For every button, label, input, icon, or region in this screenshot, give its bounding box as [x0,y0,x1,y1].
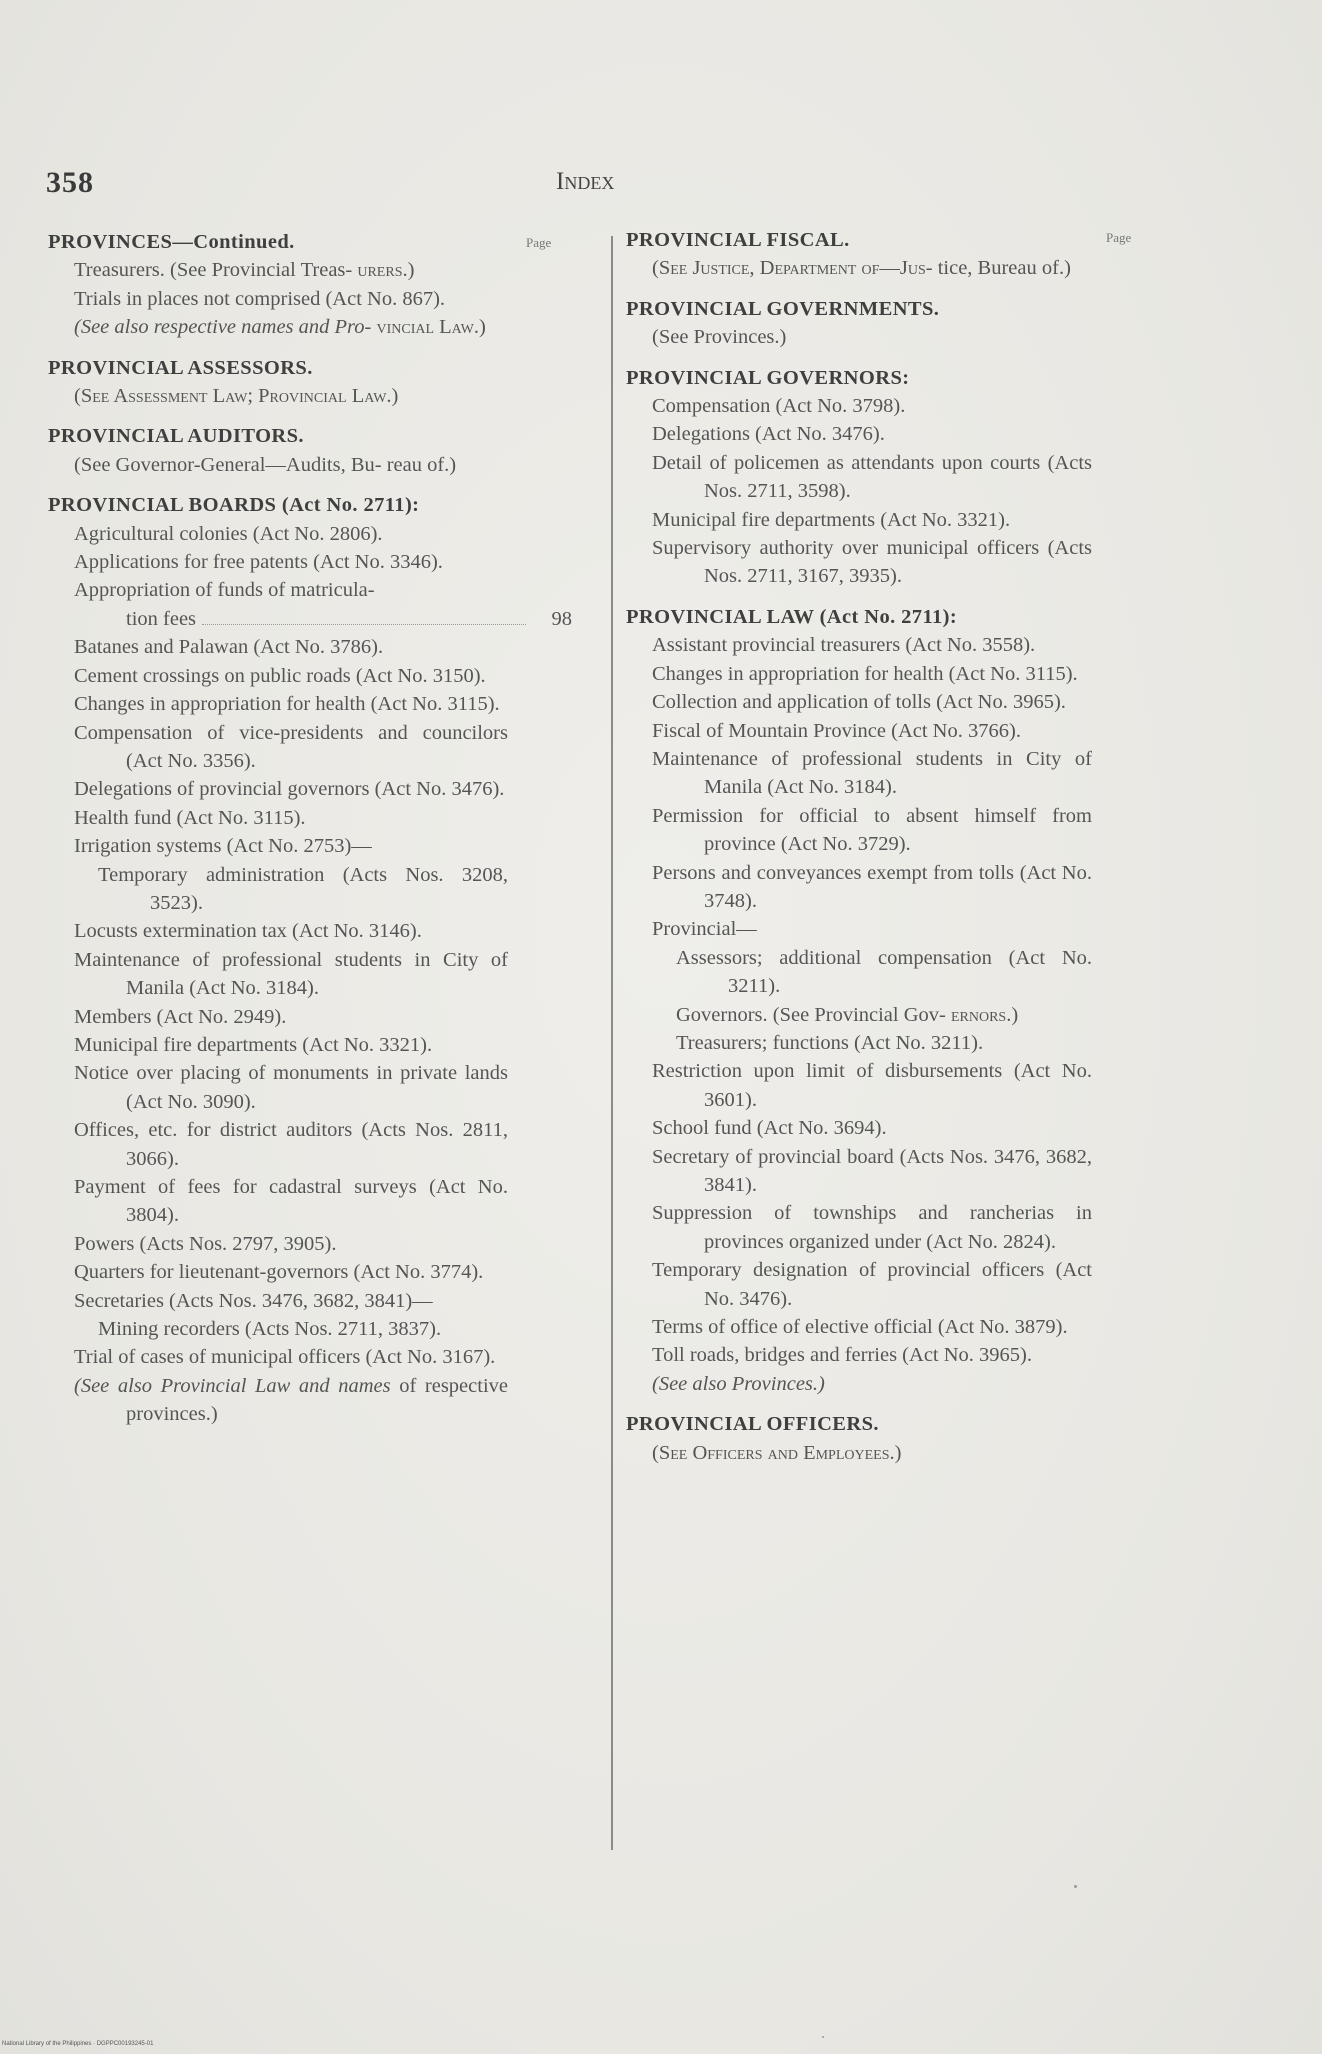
index-entry: Municipal fire departments (Act No. 3321). [652,508,1011,531]
index-subentry: Governors. (See Provincial Gov- ernors.) [676,1003,1019,1026]
index-subentry: Mining recorders (Acts Nos. 2711, 3837). [98,1318,442,1341]
index-entry: Suppression of townships and rancherias in provinces organized under (Act No. 2824). [652,1202,1092,1253]
index-entry: Changes in appropriation for health (Act No. 3115). [74,693,500,716]
index-subentry: Treasurers; functions (Act No. 3211). [676,1031,984,1054]
index-heading: PROVINCIAL GOVERNORS: [626,366,910,389]
index-entry: Municipal fire departments (Act No. 3321). [74,1033,433,1056]
index-entry: Permission for official to absent himself from province (Act No. 3729). [652,804,1092,856]
index-entry: (See also Provinces.) [652,1372,825,1395]
index-entry: Secretary of provincial board (Acts Nos. 3476, 3682, 3841). [652,1145,1092,1196]
index-entry: Terms of office of elective official (Act No. 3879). [652,1316,1068,1339]
index-heading: PROVINCIAL LAW (Act No. 2711): [626,605,958,628]
index-entry: (See Officers and Employees.) [652,1441,902,1464]
index-entry-with-page: tion fees 98 [48,605,508,633]
index-entry: Compensation of vice-presidents and councilors (Act No. 3356). [74,721,508,772]
index-entry: Trial of cases of municipal officers (Act No. 3167). [74,1346,496,1369]
index-entry: Persons and conveyances exempt from tolls (Act No. 3748). [652,861,1092,912]
index-heading: PROVINCES—Continued. [48,231,295,253]
dot-leader [202,624,526,625]
right-column [626,226,1092,1467]
index-heading: PROVINCIAL BOARDS (Act No. 2711): [48,494,420,517]
index-entry: Delegations (Act No. 3476). [652,423,885,446]
index-entry: (See Provinces.) [652,326,787,349]
index-entry: Payment of fees for cadastral surveys (Act No. 3804). [74,1176,508,1227]
index-entry: Delegations of provincial governors (Act No. 3476). [74,778,505,801]
index-heading: PROVINCIAL OFFICERS. [626,1413,879,1436]
index-entry: Changes in appropriation for health (Act No. 3115). [652,662,1078,685]
index-entry: Agricultural colonies (Act No. 2806). [74,522,383,545]
index-entry: Compensation (Act No. 3798). [652,395,906,418]
column-divider [611,236,613,1850]
index-entry: Provincial— [652,918,757,941]
index-entry: Assistant provincial treasurers (Act No. 3558). [652,634,1036,657]
index-entry: (See also Provincial Law and names of respective provinces.) [74,1374,508,1426]
index-entry: Toll roads, bridges and ferries (Act No. 3965). [652,1344,1032,1367]
index-entry: School fund (Act No. 3694). [652,1117,887,1140]
index-entry: Health fund (Act No. 3115). [74,806,306,829]
index-entry: Applications for free patents (Act No. 3346). [74,551,443,574]
paper-speck [822,2036,824,2038]
index-entry: (See also respective names and Pro- vincial Law.) [74,316,486,339]
index-entry: Members (Act No. 2949). [74,1005,287,1028]
index-entry: Detail of policemen as attendants upon courts (Acts Nos. 2711, 3598). [652,451,1092,503]
page-number: 358 [46,166,94,199]
index-entry: Quarters for lieutenant-governors (Act No. 3774). [74,1261,484,1284]
index-entry: Notice over placing of monuments in private lands (Act No. 3090). [74,1062,508,1113]
index-subentry: Temporary administration (Acts Nos. 3208, 3523). [98,863,508,914]
index-entry: Powers (Acts Nos. 2797, 3905). [74,1232,337,1255]
page-ref: 98 [551,607,572,630]
index-entry: Appropriation of funds of matricula- [74,579,375,602]
index-entry: Offices, etc. for district auditors (Acts Nos. 2811, 3066). [74,1119,508,1170]
index-entry: Collection and application of tolls (Act No. 3965). [652,691,1066,714]
index-entry: (See Assessment Law; Provincial Law.) [74,385,399,408]
index-entry: Maintenance of professional students in City of Manila (Act No. 3184). [74,948,508,1000]
index-entry: Restriction upon limit of disbursements (Act No. 3601). [652,1060,1092,1111]
index-entry: Supervisory authority over municipal officers (Acts Nos. 2711, 3167, 3935). [652,537,1092,588]
running-head: Index [556,168,615,195]
index-heading: PROVINCIAL FISCAL. [626,229,850,251]
index-entry: Treasurers. (See Provincial Treas- urers.) [74,259,415,282]
index-subentry: Assessors; additional compensation (Act No. 3211). [676,946,1092,998]
left-page-label: Page [526,235,552,250]
index-entry: (See Justice, Department of—Jus- tice, Bureau of.) [652,257,1071,280]
index-entry: Trials in places not comprised (Act No. 867). [74,287,446,310]
right-page-label: Page [1106,230,1132,245]
index-entry: Cement crossings on public roads (Act No. 3150). [74,664,486,687]
index-entry: Secretaries (Acts Nos. 3476, 3682, 3841)— [74,1289,433,1312]
index-entry: Batanes and Palawan (Act No. 3786). [74,636,384,659]
paper-speck [1074,1885,1077,1888]
index-entry: (See Governor-General—Audits, Bu- reau of.) [74,453,457,476]
index-heading: PROVINCIAL AUDITORS. [48,425,304,448]
index-heading: PROVINCIAL GOVERNMENTS. [626,297,940,320]
index-entry: Maintenance of professional students in City of Manila (Act No. 3184). [652,747,1092,799]
index-heading: PROVINCIAL ASSESSORS. [48,356,313,379]
index-entry: Fiscal of Mountain Province (Act No. 3766). [652,719,1021,742]
index-entry: Temporary designation of provincial officers (Act No. 3476). [652,1259,1092,1310]
index-entry: Locusts extermination tax (Act No. 3146). [74,920,422,943]
index-entry: Irrigation systems (Act No. 2753)— [74,835,372,858]
scan-footer: National Library of the Philippines · DGPPC00193245-01 [2,2041,154,2047]
